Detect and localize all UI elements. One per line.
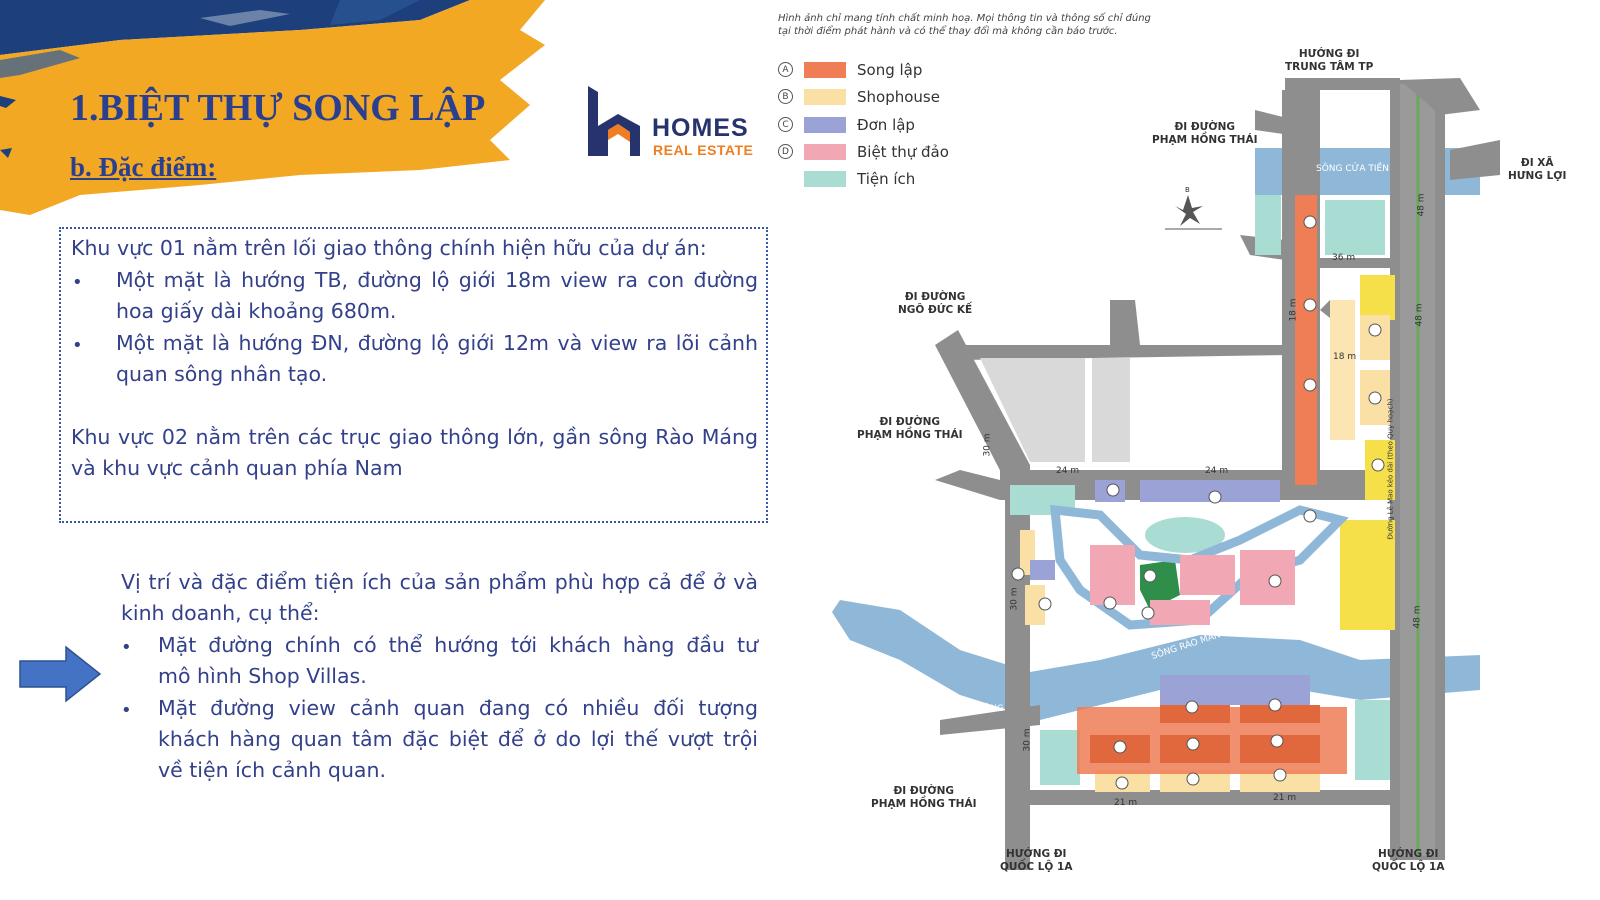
bullet-dot-icon: • — [121, 637, 132, 658]
lower-intro-line1: Vị trí và đặc điểm tiện ích của sản phẩm phù hợp cả để ở và — [121, 570, 758, 594]
area1-bullet1-line2: hoa giấy dài khoảng 680m. — [116, 299, 397, 323]
label-ngo-duc-ke: ĐI ĐƯỜNG NGÔ ĐỨC KẾ — [898, 291, 973, 316]
bullet-dot-icon: • — [72, 272, 83, 293]
road-label: 36 m — [1332, 253, 1356, 263]
area1-bullet2-line1: Một mặt là hướng ĐN, đường lộ giới 12m và view ra lõi cảnh — [116, 331, 758, 355]
section-subtitle: b. Đặc điểm: — [70, 152, 217, 182]
label-pham-hong-thai-mid: ĐI ĐƯỜNG PHẠM HỒNG THÁI — [857, 416, 963, 441]
north-arrow-icon — [1165, 186, 1222, 229]
bullet-dot-icon: • — [72, 335, 83, 356]
logo-tagline: REAL ESTATE — [653, 142, 754, 158]
legend-item-don-lap: C Đơn lập — [778, 115, 998, 137]
label-quoc-lo-right: HƯỚNG ĐI QUỐC LỘ 1A — [1372, 848, 1445, 873]
area1-bullet1-line1: Một mặt là hướng TB, đường lộ giới 18m view ra con đường — [116, 268, 758, 292]
lower-bullet2-line3: về tiện ích cảnh quan. — [158, 758, 387, 782]
road-label: 18 m — [1288, 298, 1299, 322]
road-label: 24 m — [1205, 466, 1229, 476]
svg-text:B: B — [1185, 186, 1190, 194]
label-hung-loi: ĐI XÃ HƯNG LỢI — [1508, 157, 1567, 182]
label-pham-hong-thai-top: ĐI ĐƯỜNG PHẠM HỒNG THÁI — [1152, 121, 1258, 146]
road-label: 48 m — [1414, 303, 1425, 327]
road-label: 21 m — [1114, 798, 1138, 808]
legend-item-song-lap: A Song lập — [778, 60, 998, 82]
area2-line1: Khu vực 02 nằm trên các trục giao thông lớn, gần sông Rào Máng — [71, 425, 758, 449]
road-label: 18 m — [1333, 352, 1357, 362]
page-title: 1.BIỆT THỰ SONG LẬP — [70, 87, 486, 129]
bullet-dot-icon: • — [121, 700, 132, 721]
avenue-label: Đường Lê Mao kéo dài (theo Quy hoạch) — [1386, 398, 1395, 540]
logo-wordmark: HOMES — [652, 114, 749, 142]
road-label: 24 m — [1056, 466, 1080, 476]
area2-line2: và khu vực cảnh quan phía Nam — [71, 456, 403, 480]
lower-intro-line2: kinh doanh, cụ thể: — [121, 601, 320, 625]
lower-bullet1-line1: Mặt đường chính có thể hướng tới khách hàng đầu tư — [158, 633, 758, 657]
lower-bullet2-line1: Mặt đường view cảnh quan đang có nhiều đối tượng — [158, 696, 758, 720]
legend-item-tien-ich: Tiện ích — [778, 169, 998, 191]
label-quoc-lo-left: HƯỚNG ĐI QUỐC LỘ 1A — [1000, 848, 1073, 873]
label-top-center: HƯỚNG ĐI TRUNG TÂM TP — [1285, 48, 1374, 73]
right-arrow-icon — [18, 645, 102, 703]
area1-intro: Khu vực 01 nằm trên lối giao thông chính hiện hữu của dự án: — [71, 236, 707, 260]
map-disclaimer: Hình ảnh chỉ mang tính chất minh hoạ. Mọi thông tin và thông số chỉ đúng tại thời điểm phát hành và có thể thay đổi mà không cần báo trước. — [778, 13, 1151, 37]
legend-item-biet-thu-dao: D Biệt thự đảo — [778, 142, 998, 164]
road-label: 48 m — [1416, 193, 1427, 217]
river-label-cua-tien: SÔNG CỬA TIỀN — [1316, 164, 1389, 174]
road-label: 21 m — [1273, 793, 1297, 803]
road-label: 30 m — [1022, 728, 1033, 752]
legend-item-shophouse: B Shophouse — [778, 87, 998, 109]
road-label: 48 m — [1412, 605, 1423, 629]
lower-bullet1-line2: mô hình Shop Villas. — [158, 664, 367, 688]
lower-bullet2-line2: khách hàng quan tâm đặc biệt để ở do lợi thế vượt trội — [158, 727, 758, 751]
left-panel — [0, 0, 780, 900]
river-label-rao-mang-left: SÔNG RÀO MÁNG — [925, 704, 1004, 714]
road-label: 30 m — [1009, 587, 1020, 611]
area1-bullet2-line2: quan sông nhân tạo. — [116, 362, 328, 386]
road-label: 30 m — [982, 433, 993, 457]
river-label-rao-mang-mid: SÔNG RÀO MÁNG — [1150, 628, 1229, 662]
label-pham-hong-thai-bottom: ĐI ĐƯỜNG PHẠM HỒNG THÁI — [871, 785, 977, 810]
